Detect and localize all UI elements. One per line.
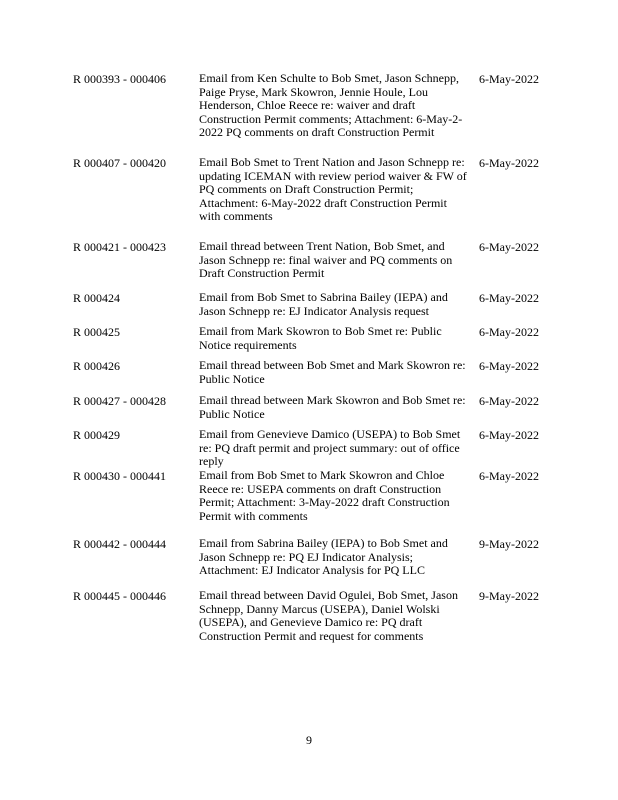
record-date: 6-May-2022 — [479, 240, 539, 254]
record-date: 9-May-2022 — [479, 537, 539, 551]
record-description: Email from Sabrina Bailey (IEPA) to Bob Smet and Jason Schnepp re: PQ EJ Indicator Analysis; Attachment: EJ Indicator Analysis for PQ LLC — [199, 536, 448, 578]
record-date: 9-May-2022 — [479, 589, 539, 603]
record-description: Email thread between Trent Nation, Bob Smet, and Jason Schnepp re: final waiver and PQ comments on Draft Construction Permit — [199, 239, 453, 281]
record-date: 6-May-2022 — [479, 325, 539, 339]
record-ref: R 000442 - 000444 — [73, 537, 166, 551]
record-ref: R 000445 - 000446 — [73, 589, 166, 603]
record-description: Email thread between Mark Skowron and Bob Smet re: Public Notice — [199, 393, 466, 421]
record-ref: R 000430 - 000441 — [73, 469, 166, 483]
record-description: Email from Genevieve Damico (USEPA) to Bob Smet re: PQ draft permit and project summary: out of office reply — [199, 427, 461, 469]
record-entry — [73, 240, 553, 291]
record-entry — [73, 537, 553, 589]
record-ref: R 000427 - 000428 — [73, 394, 166, 408]
record-date: 6-May-2022 — [479, 72, 539, 86]
page-number: 9 — [306, 733, 312, 747]
record-description: Email from Ken Schulte to Bob Smet, Jason Schnepp, Paige Pryse, Mark Skowron, Jennie Houle, Lou Henderson, Chloe Reece re: waiver and draft Construction Permit comments; Attachment: 6-May-2-2022 PQ comments on draft Construction Permit — [199, 71, 463, 140]
record-date: 6-May-2022 — [479, 394, 539, 408]
record-entry — [73, 469, 553, 537]
record-ref: R 000424 — [73, 291, 121, 305]
record-description: Email from Mark Skowron to Bob Smet re: Public Notice requirements — [199, 324, 442, 352]
record-ref: R 000429 — [73, 428, 121, 442]
record-description: Email from Bob Smet to Mark Skowron and Chloe Reece re: USEPA comments on draft Construction Permit; Attachment: 3-May-2022 draft Construction Permit with comments — [199, 468, 450, 523]
record-entry — [73, 589, 553, 649]
record-index-list — [73, 72, 553, 649]
record-date: 6-May-2022 — [479, 291, 539, 305]
record-entry — [73, 291, 553, 325]
record-entry — [73, 394, 553, 428]
record-entry — [73, 72, 553, 156]
record-entry — [73, 359, 553, 394]
record-date: 6-May-2022 — [479, 156, 539, 170]
record-ref: R 000407 - 000420 — [73, 156, 166, 170]
record-ref: R 000425 — [73, 325, 121, 339]
record-date: 6-May-2022 — [479, 359, 539, 373]
record-date: 6-May-2022 — [479, 428, 539, 442]
record-date: 6-May-2022 — [479, 469, 539, 483]
record-entry — [73, 156, 553, 240]
record-ref: R 000421 - 000423 — [73, 240, 166, 254]
record-description: Email thread between David Ogulei, Bob Smet, Jason Schnepp, Danny Marcus (USEPA), Daniel Wolski (USEPA), and Genevieve Damico re: PQ draft Construction Permit and request for comments — [199, 588, 458, 643]
record-description: Email thread between Bob Smet and Mark Skowron re: Public Notice — [199, 358, 466, 386]
record-ref: R 000393 - 000406 — [73, 72, 166, 86]
record-entry — [73, 428, 553, 469]
record-entry — [73, 325, 553, 359]
record-description: Email from Bob Smet to Sabrina Bailey (IEPA) and Jason Schnepp re: EJ Indicator Analysis request — [199, 290, 448, 318]
record-description: Email Bob Smet to Trent Nation and Jason Schnepp re: updating ICEMAN with review period waiver & FW of PQ comments on Draft Construction Permit; Attachment: 6-May-2022 draft Construction Permit with comments — [199, 155, 467, 224]
record-ref: R 000426 — [73, 359, 121, 373]
